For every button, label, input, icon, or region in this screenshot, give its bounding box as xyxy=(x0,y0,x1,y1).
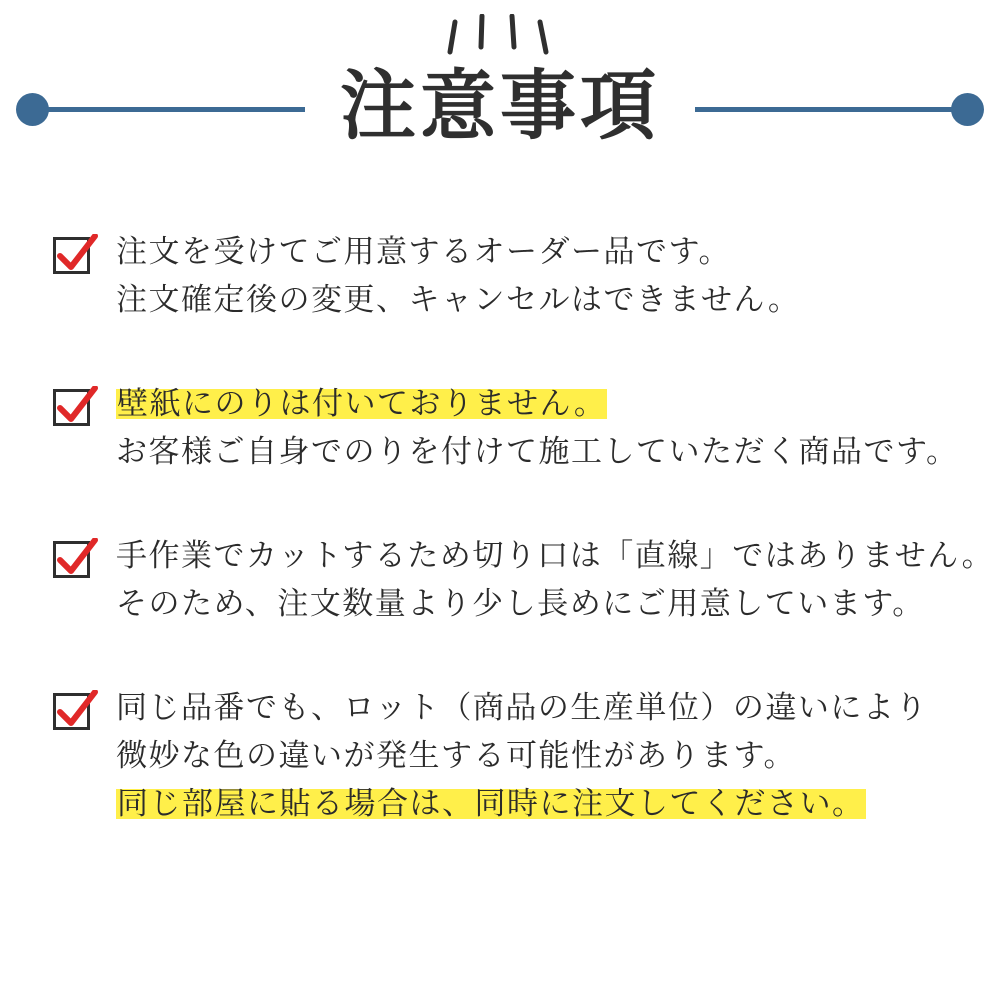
header-rule-right xyxy=(695,107,970,112)
checkbox-check-icon xyxy=(52,234,98,280)
highlighted-text: 同じ部屋に貼る場合は、同時に注文してください。 xyxy=(117,786,865,822)
page-header xyxy=(0,0,1000,200)
list-item xyxy=(52,684,960,828)
checkbox-check-icon xyxy=(52,538,98,584)
list-item xyxy=(52,532,995,628)
notice-line: 注文確定後の変更、キャンセルはできません。 xyxy=(116,282,801,318)
list-item xyxy=(52,228,960,324)
notice-line: そのため、注文数量より少し長めにご用意しています。 xyxy=(116,586,925,622)
notice-text xyxy=(116,684,960,828)
notice-list xyxy=(52,228,995,828)
notice-line: 注文を受けてご用意するオーダー品です。 xyxy=(116,234,732,270)
notice-text xyxy=(116,380,960,476)
notice-line xyxy=(116,780,960,828)
notice-line: 微妙な色の違いが発生する可能性があります。 xyxy=(116,738,797,774)
notice-line: 手作業でカットするため切り口は「直線」ではありません。 xyxy=(116,538,995,574)
notice-text xyxy=(116,228,960,324)
checkbox-check-icon xyxy=(52,690,98,736)
notice-line xyxy=(116,380,960,428)
notice-line: お客様ご自身でのりを付けて施工していただく商品です。 xyxy=(116,434,959,470)
decorative-dot-right xyxy=(951,93,984,126)
page-title: 注意事項 xyxy=(340,61,660,150)
checkbox-check-icon xyxy=(52,386,98,432)
highlighted-text: 壁紙にのりは付いておりません。 xyxy=(117,386,607,422)
notice-line: 同じ品番でも、ロット（商品の生産単位）の違いにより xyxy=(116,690,928,726)
notice-text xyxy=(116,532,994,628)
list-item xyxy=(52,380,960,476)
